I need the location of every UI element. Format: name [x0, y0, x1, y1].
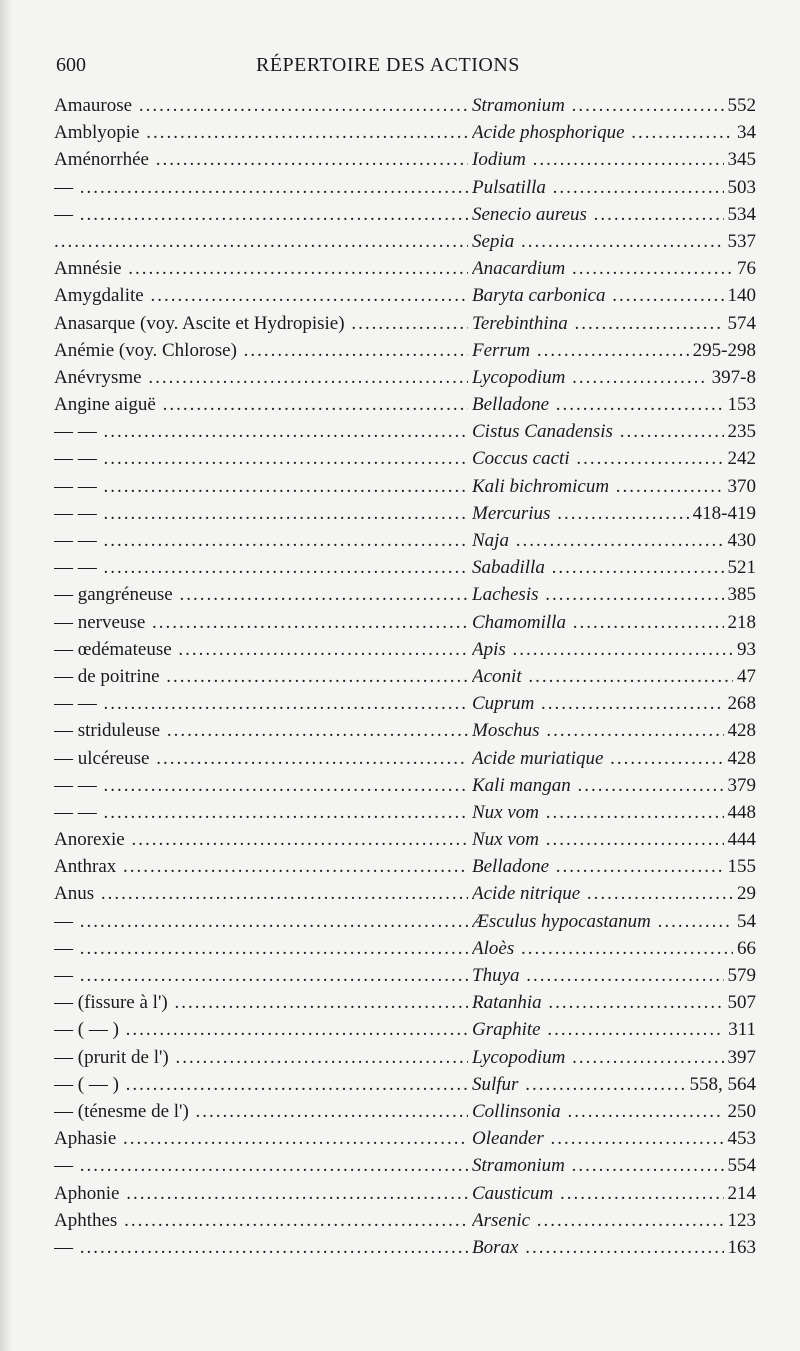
index-entry	[54, 663, 756, 690]
entry-affection: — — .....	[54, 554, 468, 581]
entry-affection: — .....	[54, 201, 468, 228]
entry-affection: — .....	[54, 962, 468, 989]
entry-remedy: Stramonium .....	[472, 1152, 736, 1179]
entry-remedy: Terebinthina .....	[472, 310, 736, 337]
running-header	[56, 54, 756, 84]
entry-affection: Anus .....	[54, 880, 468, 907]
index-entry	[54, 717, 756, 744]
entry-page-ref: 521	[724, 554, 757, 581]
entry-affection: — .....	[54, 1152, 468, 1179]
entry-page-ref: 54	[733, 908, 756, 935]
entry-affection: — œdémateuse .....	[54, 636, 468, 663]
entry-affection: — — .....	[54, 418, 468, 445]
entry-affection: — ( — ) .....	[54, 1071, 468, 1098]
entry-affection: — — .....	[54, 799, 468, 826]
entry-affection: — — .....	[54, 473, 468, 500]
entry-page-ref: 537	[724, 228, 757, 255]
index-entry	[54, 1071, 756, 1098]
entry-remedy: Lycopodium .....	[472, 1044, 736, 1071]
entry-page-ref: 534	[724, 201, 757, 228]
index-entry	[54, 962, 756, 989]
entry-page-ref: 153	[724, 391, 757, 418]
index-entry	[54, 201, 756, 228]
entry-page-ref: 47	[733, 663, 756, 690]
index-entry	[54, 772, 756, 799]
entry-affection: Anasarque (voy. Ascite et Hydropisie) .....	[54, 310, 468, 337]
index-entry	[54, 119, 756, 146]
entry-remedy: Graphite .....	[472, 1016, 736, 1043]
entry-page-ref: 428	[724, 745, 757, 772]
index-entry	[54, 255, 756, 282]
index-entry	[54, 1098, 756, 1125]
index-entry	[54, 418, 756, 445]
entry-affection: Aphasie .....	[54, 1125, 468, 1152]
entry-page-ref: 214	[724, 1180, 757, 1207]
entry-page-ref: 29	[733, 880, 756, 907]
entry-remedy: Aconit .....	[472, 663, 736, 690]
entry-affection: — — .....	[54, 772, 468, 799]
entry-page-ref: 370	[724, 473, 757, 500]
entry-remedy: Ferrum .....	[472, 337, 736, 364]
page-number: 600	[56, 54, 86, 76]
entry-affection: Anorexie .....	[54, 826, 468, 853]
entry-remedy: Iodium .....	[472, 146, 736, 173]
index-entry	[54, 799, 756, 826]
entry-remedy: Nux vom .....	[472, 799, 736, 826]
entry-page-ref: 453	[724, 1125, 757, 1152]
entry-page-ref: 163	[724, 1234, 757, 1261]
entry-remedy: Acide nitrique .....	[472, 880, 736, 907]
index-entries	[54, 92, 756, 1261]
entry-affection: Aphthes .....	[54, 1207, 468, 1234]
entry-remedy: Sepia .....	[472, 228, 736, 255]
entry-remedy: Chamomilla .....	[472, 609, 736, 636]
entry-page-ref: 397	[724, 1044, 757, 1071]
entry-page-ref: 503	[724, 174, 757, 201]
entry-page-ref: 242	[724, 445, 757, 472]
index-entry	[54, 364, 756, 391]
index-entry	[54, 527, 756, 554]
entry-page-ref: 250	[724, 1098, 757, 1125]
entry-remedy: Naja .....	[472, 527, 736, 554]
entry-affection: — — .....	[54, 690, 468, 717]
entry-remedy: Mercurius .....	[472, 500, 736, 527]
entry-remedy: Acide muriatique .....	[472, 745, 736, 772]
index-entry	[54, 473, 756, 500]
index-entry	[54, 554, 756, 581]
entry-remedy: Cistus Canadensis .....	[472, 418, 736, 445]
entry-page-ref: 66	[733, 935, 756, 962]
entry-affection: Anémie (voy. Chlorose) .....	[54, 337, 468, 364]
index-entry	[54, 745, 756, 772]
index-entry	[54, 1152, 756, 1179]
entry-affection: — .....	[54, 1234, 468, 1261]
entry-page-ref: 155	[724, 853, 757, 880]
page-gutter-shadow	[0, 0, 12, 1351]
entry-remedy: Lachesis .....	[472, 581, 736, 608]
index-entry	[54, 92, 756, 119]
entry-affection: — nerveuse .....	[54, 609, 468, 636]
entry-page-ref: 34	[733, 119, 756, 146]
entry-remedy: Anacardium .....	[472, 255, 736, 282]
entry-remedy: Borax .....	[472, 1234, 736, 1261]
entry-remedy: Baryta carbonica .....	[472, 282, 736, 309]
entry-remedy: Collinsonia .....	[472, 1098, 736, 1125]
entry-affection: — — .....	[54, 445, 468, 472]
entry-page-ref: 507	[724, 989, 757, 1016]
index-entry	[54, 853, 756, 880]
entry-remedy: Cuprum .....	[472, 690, 736, 717]
entry-page-ref: 574	[724, 310, 757, 337]
entry-page-ref: 123	[724, 1207, 757, 1234]
index-entry	[54, 1207, 756, 1234]
entry-affection: — ( — ) .....	[54, 1016, 468, 1043]
entry-affection: — — .....	[54, 500, 468, 527]
index-entry	[54, 1234, 756, 1261]
entry-affection: Aménorrhée .....	[54, 146, 468, 173]
entry-page-ref: 397-8	[708, 364, 756, 391]
entry-remedy: Belladone .....	[472, 853, 736, 880]
entry-page-ref: 418-419	[689, 500, 756, 527]
index-entry	[54, 880, 756, 907]
entry-remedy: Æsculus hypocastanum .....	[472, 908, 736, 935]
entry-remedy: Sabadilla .....	[472, 554, 736, 581]
entry-page-ref: 579	[724, 962, 757, 989]
entry-affection: Aphonie .....	[54, 1180, 468, 1207]
index-entry	[54, 935, 756, 962]
index-entry	[54, 908, 756, 935]
entry-remedy: Acide phosphorique .....	[472, 119, 736, 146]
index-entry	[54, 1016, 756, 1043]
entry-affection: Amnésie .....	[54, 255, 468, 282]
entry-remedy: Ratanhia .....	[472, 989, 736, 1016]
entry-remedy: Coccus cacti .....	[472, 445, 736, 472]
entry-affection: — — .....	[54, 527, 468, 554]
running-title: RÉPERTOIRE DES ACTIONS	[256, 54, 520, 76]
entry-remedy: Aloès .....	[472, 935, 736, 962]
entry-remedy: Pulsatilla .....	[472, 174, 736, 201]
entry-remedy: Sulfur .....	[472, 1071, 736, 1098]
entry-remedy: Kali bichromicum .....	[472, 473, 736, 500]
index-entry	[54, 146, 756, 173]
entry-affection: — gangréneuse .....	[54, 581, 468, 608]
index-entry	[54, 826, 756, 853]
entry-page-ref: 93	[733, 636, 756, 663]
entry-page-ref: 448	[724, 799, 757, 826]
entry-page-ref: 430	[724, 527, 757, 554]
entry-affection: Angine aiguë .....	[54, 391, 468, 418]
entry-remedy: Oleander .....	[472, 1125, 736, 1152]
entry-affection: Anthrax .....	[54, 853, 468, 880]
entry-remedy: Causticum .....	[472, 1180, 736, 1207]
entry-page-ref: 558, 564	[686, 1071, 757, 1098]
index-entry	[54, 636, 756, 663]
entry-page-ref: 385	[724, 581, 757, 608]
entry-affection: Amygdalite .....	[54, 282, 468, 309]
entry-affection: Amblyopie .....	[54, 119, 468, 146]
entry-affection	[54, 228, 468, 255]
entry-page-ref: 140	[724, 282, 757, 309]
index-entry	[54, 1125, 756, 1152]
entry-page-ref: 444	[724, 826, 757, 853]
index-entry	[54, 391, 756, 418]
entry-page-ref: 379	[724, 772, 757, 799]
entry-remedy: Moschus .....	[472, 717, 736, 744]
entry-affection: Amaurose .....	[54, 92, 468, 119]
index-entry	[54, 174, 756, 201]
entry-remedy: Senecio aureus .....	[472, 201, 736, 228]
entry-affection: — striduleuse .....	[54, 717, 468, 744]
entry-page-ref: 554	[724, 1152, 757, 1179]
entry-page-ref: 218	[724, 609, 757, 636]
entry-affection: — (prurit de l') .....	[54, 1044, 468, 1071]
entry-remedy: Belladone .....	[472, 391, 736, 418]
entry-affection: — .....	[54, 908, 468, 935]
index-entry	[54, 310, 756, 337]
index-entry	[54, 337, 756, 364]
entry-affection: — .....	[54, 174, 468, 201]
entry-remedy: Stramonium .....	[472, 92, 736, 119]
index-entry	[54, 690, 756, 717]
entry-affection: — ulcéreuse .....	[54, 745, 468, 772]
index-entry	[54, 989, 756, 1016]
entry-affection: — (ténesme de l') .....	[54, 1098, 468, 1125]
entry-remedy: Lycopodium .....	[472, 364, 736, 391]
entry-remedy: Kali mangan .....	[472, 772, 736, 799]
entry-remedy: Apis .....	[472, 636, 736, 663]
entry-page-ref: 268	[724, 690, 757, 717]
index-entry	[54, 282, 756, 309]
entry-page-ref: 428	[724, 717, 757, 744]
entry-page-ref: 76	[733, 255, 756, 282]
index-entry	[54, 1180, 756, 1207]
entry-remedy: Thuya .....	[472, 962, 736, 989]
entry-affection: Anévrysme .....	[54, 364, 468, 391]
entry-page-ref: 345	[724, 146, 757, 173]
entry-page-ref: 311	[724, 1016, 756, 1043]
index-entry	[54, 581, 756, 608]
index-entry	[54, 445, 756, 472]
entry-remedy: Nux vom .....	[472, 826, 736, 853]
entry-affection: — (fissure à l') .....	[54, 989, 468, 1016]
index-entry	[54, 609, 756, 636]
index-entry	[54, 500, 756, 527]
entry-page-ref: 235	[724, 418, 757, 445]
entry-remedy: Arsenic .....	[472, 1207, 736, 1234]
entry-page-ref: 295-298	[689, 337, 756, 364]
index-entry	[54, 1044, 756, 1071]
index-entry	[54, 228, 756, 255]
entry-affection: — .....	[54, 935, 468, 962]
entry-page-ref: 552	[724, 92, 757, 119]
entry-affection: — de poitrine .....	[54, 663, 468, 690]
